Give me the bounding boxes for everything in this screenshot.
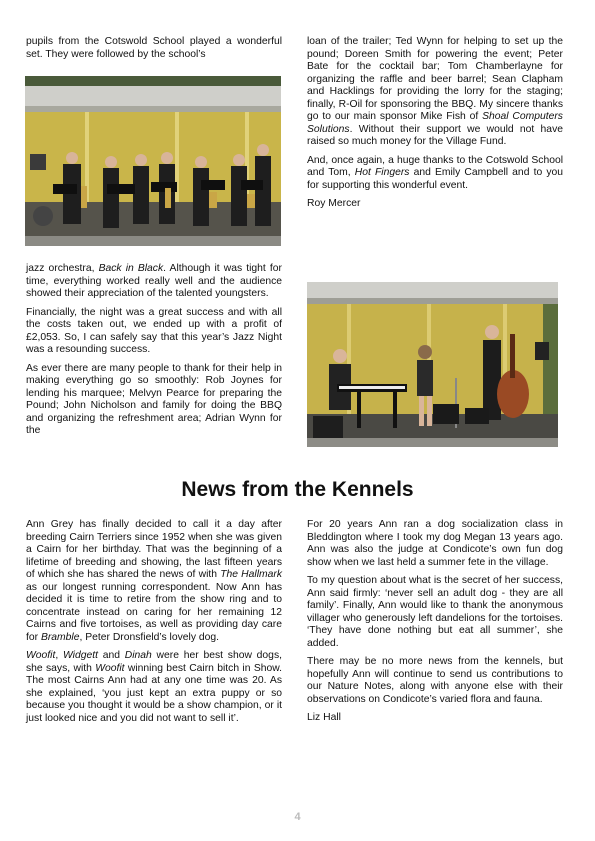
jazz-again-paragraph (307, 155, 563, 193)
text-run: winning best Cairn bitch in Show. The most Cairns Ann had at any one time was 20. As she explained, ‘you just kept an extra puppy or so because you thought it would be a show champion, or it just looked nice and you did not want to sell it’. (26, 662, 282, 724)
dog-name: Widgett (62, 650, 98, 661)
jazz-orchestra-paragraph (26, 263, 282, 301)
text-run: And, once again, a huge thanks to the Cotswold School and Tom, (307, 154, 563, 178)
jazz-column-left-bottom (26, 263, 282, 438)
text-run: , (55, 650, 63, 661)
jazz-thanks-paragraph: As ever there are many people to thank for their help in making everything go so smoothly: Rob Joynes for lending his marquee; Melvyn Pearce for preparing the Pound; John Nicholson and family for doing the BBQ and organizing the refreshment area; Adrian Wynn for the (26, 362, 282, 436)
trio-photo (307, 282, 558, 447)
kennels-headline: News from the Kennels (181, 478, 414, 501)
trio-photo-image (307, 282, 558, 447)
kennels-paragraph-4: To my question about what is the secret of her success, Ann said firmly: ‘never sell an adult dog - they are all family’. Finally, Ann would like to thank the anonymous villager who generously left dandelions for the tortoises. ‘They have done nothing but eat all summer’, she added. (307, 575, 563, 649)
jazz-signature: Roy Mercer (307, 198, 361, 209)
dog-name: Dinah (124, 650, 152, 661)
text-run: . Without their support we would not have raised so much money for the Village Fund. (307, 123, 563, 147)
kennels-column-right (307, 519, 563, 725)
kennels-column-left (26, 519, 282, 725)
orchestra-photo-image (25, 76, 281, 246)
dog-name: Woofit (95, 662, 125, 674)
kennels-signature: Liz Hall (307, 712, 341, 723)
jazz-thanks-continued-paragraph (307, 36, 563, 149)
dog-name: Bramble (40, 631, 80, 643)
text-run: as our longest running correspondent. Now Ann has decided it is time to retire from the show ring and to concentrate instead on caring for her remaining 12 Cairns and five tortoises, as well as providing day care for (26, 581, 282, 643)
publication-name: The Hallmark (220, 569, 282, 580)
jazz-column-right (307, 36, 563, 211)
text-run: . Although it was tight for time, everything worked really well and the audience showed their appreciation of the talented youngsters. (26, 263, 282, 299)
text-run: loan of the trailer; Ted Wynn for helping to set up the pound; Doreen Smith for powering the event; Peter Bate for the cocktail bar; Tom Chamberlayne for organizing the raffle and beer barrel; Sean Clapham and Hacklings for providing the lorry for the staging; finally, R-Oil for sponsoring the BBQ. My sincere thanks go to our main sponsor Mike Fish of (307, 36, 563, 122)
text-run: jazz orchestra, (26, 263, 99, 274)
text-run: and Emily Campbell and to you for supporting this wonderful event. (307, 167, 563, 191)
kennels-paragraph-2 (26, 650, 282, 725)
jazz-intro-paragraph: pupils from the Cotswold School played a wonderful set. They were followed by the school’s (26, 36, 282, 60)
jazz-column-left-top (26, 36, 282, 61)
kennels-paragraph-3: For 20 years Ann ran a dog socialization class in Bleddington where I took my dog Megan 13 years ago. Ann was also the judge at Condicote’s own fun dog show when we last held a summer fete in the village. (307, 519, 563, 568)
kennels-paragraph-5: There may be no more news from the kennels, but hopefully Ann will continue to send us contributions to our Nature Notes, along with anyone else with their observations on Condicote’s varied flora and fauna. (307, 656, 563, 705)
dog-name: Woofit (26, 650, 56, 661)
kennels-paragraph-1 (26, 519, 282, 644)
text-run: and (97, 650, 125, 661)
sponsor-name: Shoal Computers Solutions (307, 111, 563, 135)
text-run: were her best show dogs, she says, with (26, 650, 282, 674)
text-run: , Peter Dronsfield’s lovely dog. (79, 631, 220, 643)
page-number: 4 (294, 811, 301, 823)
jazz-finance-paragraph: Financially, the night was a great success and with all the costs taken out, we ended up with a profit of £2,053. So, I can safely say that this year’s Jazz Night was a resounding success. (26, 306, 282, 355)
band-name: Back in Black (98, 263, 164, 274)
orchestra-photo (25, 76, 281, 246)
text-run: Ann Grey has finally decided to call it a day after breeding Cairn Terriers since 1952 when she was given a Cairn for her birthday. That was the beginning of a lifetime of breeding and showing, the last fifteen years of which she has shared the news of with (26, 519, 282, 580)
performer-name: Hot Fingers (354, 167, 410, 178)
